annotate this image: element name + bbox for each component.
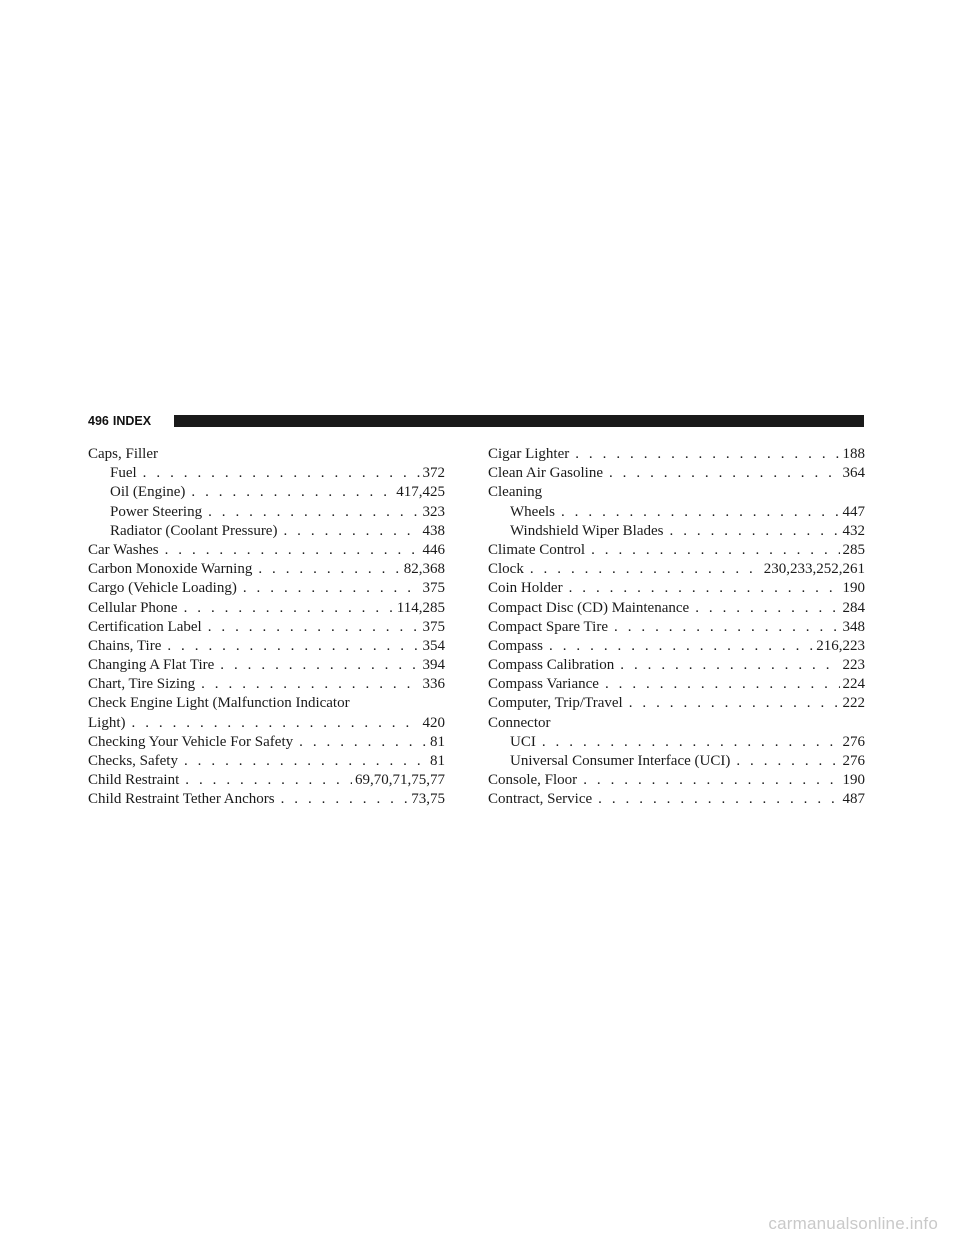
index-pages: 276	[842, 753, 865, 769]
index-term: Clean Air Gasoline	[488, 465, 603, 482]
index-pages: 375	[422, 580, 445, 597]
index-entry	[88, 445, 445, 464]
index-pages: 216,223	[816, 637, 865, 654]
index-entry	[488, 579, 865, 598]
index-term: Cigar Lighter	[488, 446, 570, 462]
dot-leader	[165, 541, 420, 560]
index-term: Climate Control	[488, 541, 586, 558]
index-entry	[88, 694, 445, 713]
index-term: Power Steering	[110, 503, 203, 520]
index-pages: 375	[422, 618, 445, 635]
index-pages: 190	[842, 772, 865, 789]
index-pages: 276	[842, 733, 865, 750]
index-pages: 348	[842, 618, 865, 635]
index-term: Wheels	[510, 503, 555, 520]
index-pages: 284	[842, 599, 865, 616]
index-entry	[88, 618, 445, 637]
index-entry	[488, 464, 865, 483]
index-entry	[488, 560, 865, 579]
index-entry	[88, 733, 445, 752]
dot-leader	[561, 503, 840, 522]
index-pages: 222	[842, 695, 865, 712]
index-term: Coin Holder	[488, 580, 563, 597]
section-title: INDEX	[112, 414, 152, 428]
dot-leader	[299, 733, 427, 752]
index-pages: 372	[422, 465, 445, 482]
index-entry	[488, 618, 865, 637]
index-entry	[488, 790, 865, 809]
index-pages: 394	[422, 657, 445, 674]
index-pages: 73,75	[411, 791, 445, 808]
index-pages: 336	[422, 676, 445, 693]
index-pages: 432	[842, 522, 865, 539]
dot-leader	[191, 483, 393, 502]
index-term: Chart, Tire Sizing	[88, 676, 196, 693]
index-entry	[88, 522, 445, 541]
index-entry	[88, 579, 445, 598]
index-pages: 285	[842, 541, 865, 558]
index-pages: 114,285	[396, 599, 445, 616]
index-entry	[488, 694, 865, 713]
index-term: Checks, Safety	[88, 753, 178, 769]
index-entry	[488, 752, 865, 771]
dot-leader	[208, 503, 419, 522]
dot-leader	[201, 675, 419, 694]
dot-leader	[670, 522, 840, 541]
page-number: 496	[88, 414, 109, 428]
index-entry	[488, 771, 865, 790]
index-term: Compass Variance	[488, 676, 599, 693]
index-term: Cleaning	[488, 484, 543, 501]
index-pages: 487	[842, 791, 865, 808]
dot-leader	[281, 790, 409, 809]
index-pages: 438	[422, 522, 445, 539]
index-pages: 417,425	[396, 484, 445, 501]
index-term: Compass Calibration	[488, 657, 615, 674]
index-pages: 82,368	[403, 561, 445, 578]
index-term: Child Restraint Tether Anchors	[88, 791, 275, 808]
header-label	[88, 414, 151, 428]
index-pages: 223	[842, 657, 865, 674]
index-term: Compass	[488, 637, 544, 654]
dot-leader	[283, 522, 419, 541]
index-pages: 81	[430, 753, 445, 769]
index-pages: 447	[842, 503, 865, 520]
dot-leader	[542, 733, 840, 752]
index-entry	[488, 483, 865, 502]
index-term: Caps, Filler	[88, 446, 158, 462]
index-term: Oil (Engine)	[110, 484, 186, 501]
index-entry	[488, 445, 865, 464]
index-term: Check Engine Light (Malfunction Indicator	[88, 695, 350, 712]
dot-leader	[695, 599, 839, 618]
index-entry	[488, 714, 865, 733]
index-entry	[88, 464, 445, 483]
index-entry	[88, 483, 445, 502]
dot-leader	[609, 464, 840, 483]
index-entry	[488, 637, 865, 656]
index-pages: 69,70,71,75,77	[355, 772, 445, 789]
index-term: Connector	[488, 714, 551, 731]
index-entry	[488, 675, 865, 694]
dot-leader	[220, 656, 419, 675]
index-entry	[488, 503, 865, 522]
dot-leader	[184, 599, 394, 618]
index-term: Contract, Service	[488, 791, 593, 808]
index-term: Cargo (Vehicle Loading)	[88, 580, 237, 597]
index-pages: 364	[842, 465, 865, 482]
dot-leader	[258, 560, 400, 579]
dot-leader	[569, 579, 840, 598]
dot-leader	[736, 752, 839, 771]
page-header	[88, 414, 864, 428]
dot-leader	[549, 637, 813, 656]
index-pages: 354	[422, 637, 445, 654]
index-term: Radiator (Coolant Pressure)	[110, 522, 278, 539]
index-entry	[488, 522, 865, 541]
index-term: UCI	[510, 733, 536, 750]
dot-leader	[629, 694, 840, 713]
dot-leader	[598, 790, 839, 809]
index-term: Chains, Tire	[88, 637, 162, 654]
index-term: Fuel	[110, 465, 137, 482]
index-pages: 190	[842, 580, 865, 597]
index-term: Cellular Phone	[88, 599, 178, 616]
dot-leader	[605, 675, 840, 694]
index-term: Computer, Trip/Travel	[488, 695, 623, 712]
index-entry	[88, 771, 445, 790]
index-term: Compact Disc (CD) Maintenance	[488, 599, 690, 616]
index-term: Child Restraint	[88, 772, 180, 789]
index-column-left	[88, 445, 445, 810]
index-entry	[88, 541, 445, 560]
index-term: Compact Spare Tire	[488, 618, 608, 635]
dot-leader	[591, 541, 839, 560]
dot-leader	[243, 579, 420, 598]
index-entry	[488, 541, 865, 560]
index-entry	[88, 599, 445, 618]
index-term: Checking Your Vehicle For Safety	[88, 733, 294, 750]
index-pages: 81	[430, 733, 445, 750]
index-entry	[88, 790, 445, 809]
index-entry	[88, 503, 445, 522]
dot-leader	[530, 560, 761, 579]
dot-leader	[185, 771, 352, 790]
dot-leader	[184, 752, 427, 771]
index-pages: 323	[422, 503, 445, 520]
index-pages: 230,233,252,261	[763, 561, 865, 578]
index-entry	[88, 675, 445, 694]
index-pages: 224	[842, 676, 865, 693]
dot-leader	[583, 771, 839, 790]
header-rule	[174, 415, 864, 427]
dot-leader	[208, 618, 420, 637]
index-entry	[488, 599, 865, 618]
watermark-logo: carmanualsonline.info	[768, 1214, 938, 1233]
index-term: Windshield Wiper Blades	[510, 522, 664, 539]
index-term: Console, Floor	[488, 772, 578, 789]
index-entry	[88, 560, 445, 579]
dot-leader	[132, 714, 420, 733]
dot-leader	[575, 445, 839, 464]
index-entry	[88, 656, 445, 675]
index-term: Carbon Monoxide Warning	[88, 561, 253, 578]
dot-leader	[167, 637, 419, 656]
index-term: Changing A Flat Tire	[88, 657, 215, 674]
index-term: Light)	[88, 714, 126, 731]
index-term: Certification Label	[88, 618, 202, 635]
index-entry	[88, 714, 445, 733]
index-entry	[488, 656, 865, 675]
index-term: Universal Consumer Interface (UCI)	[510, 753, 731, 769]
dot-leader	[614, 618, 840, 637]
index-entry	[88, 637, 445, 656]
dot-leader	[143, 464, 420, 483]
index-column-right	[488, 445, 865, 810]
dot-leader	[620, 656, 839, 675]
index-term: Clock	[488, 561, 524, 578]
index-pages: 420	[422, 714, 445, 731]
index-pages: 446	[422, 541, 445, 558]
index-term: Car Washes	[88, 541, 159, 558]
index-entry	[488, 733, 865, 752]
index-pages: 188	[842, 446, 865, 462]
index-entry	[88, 752, 445, 771]
